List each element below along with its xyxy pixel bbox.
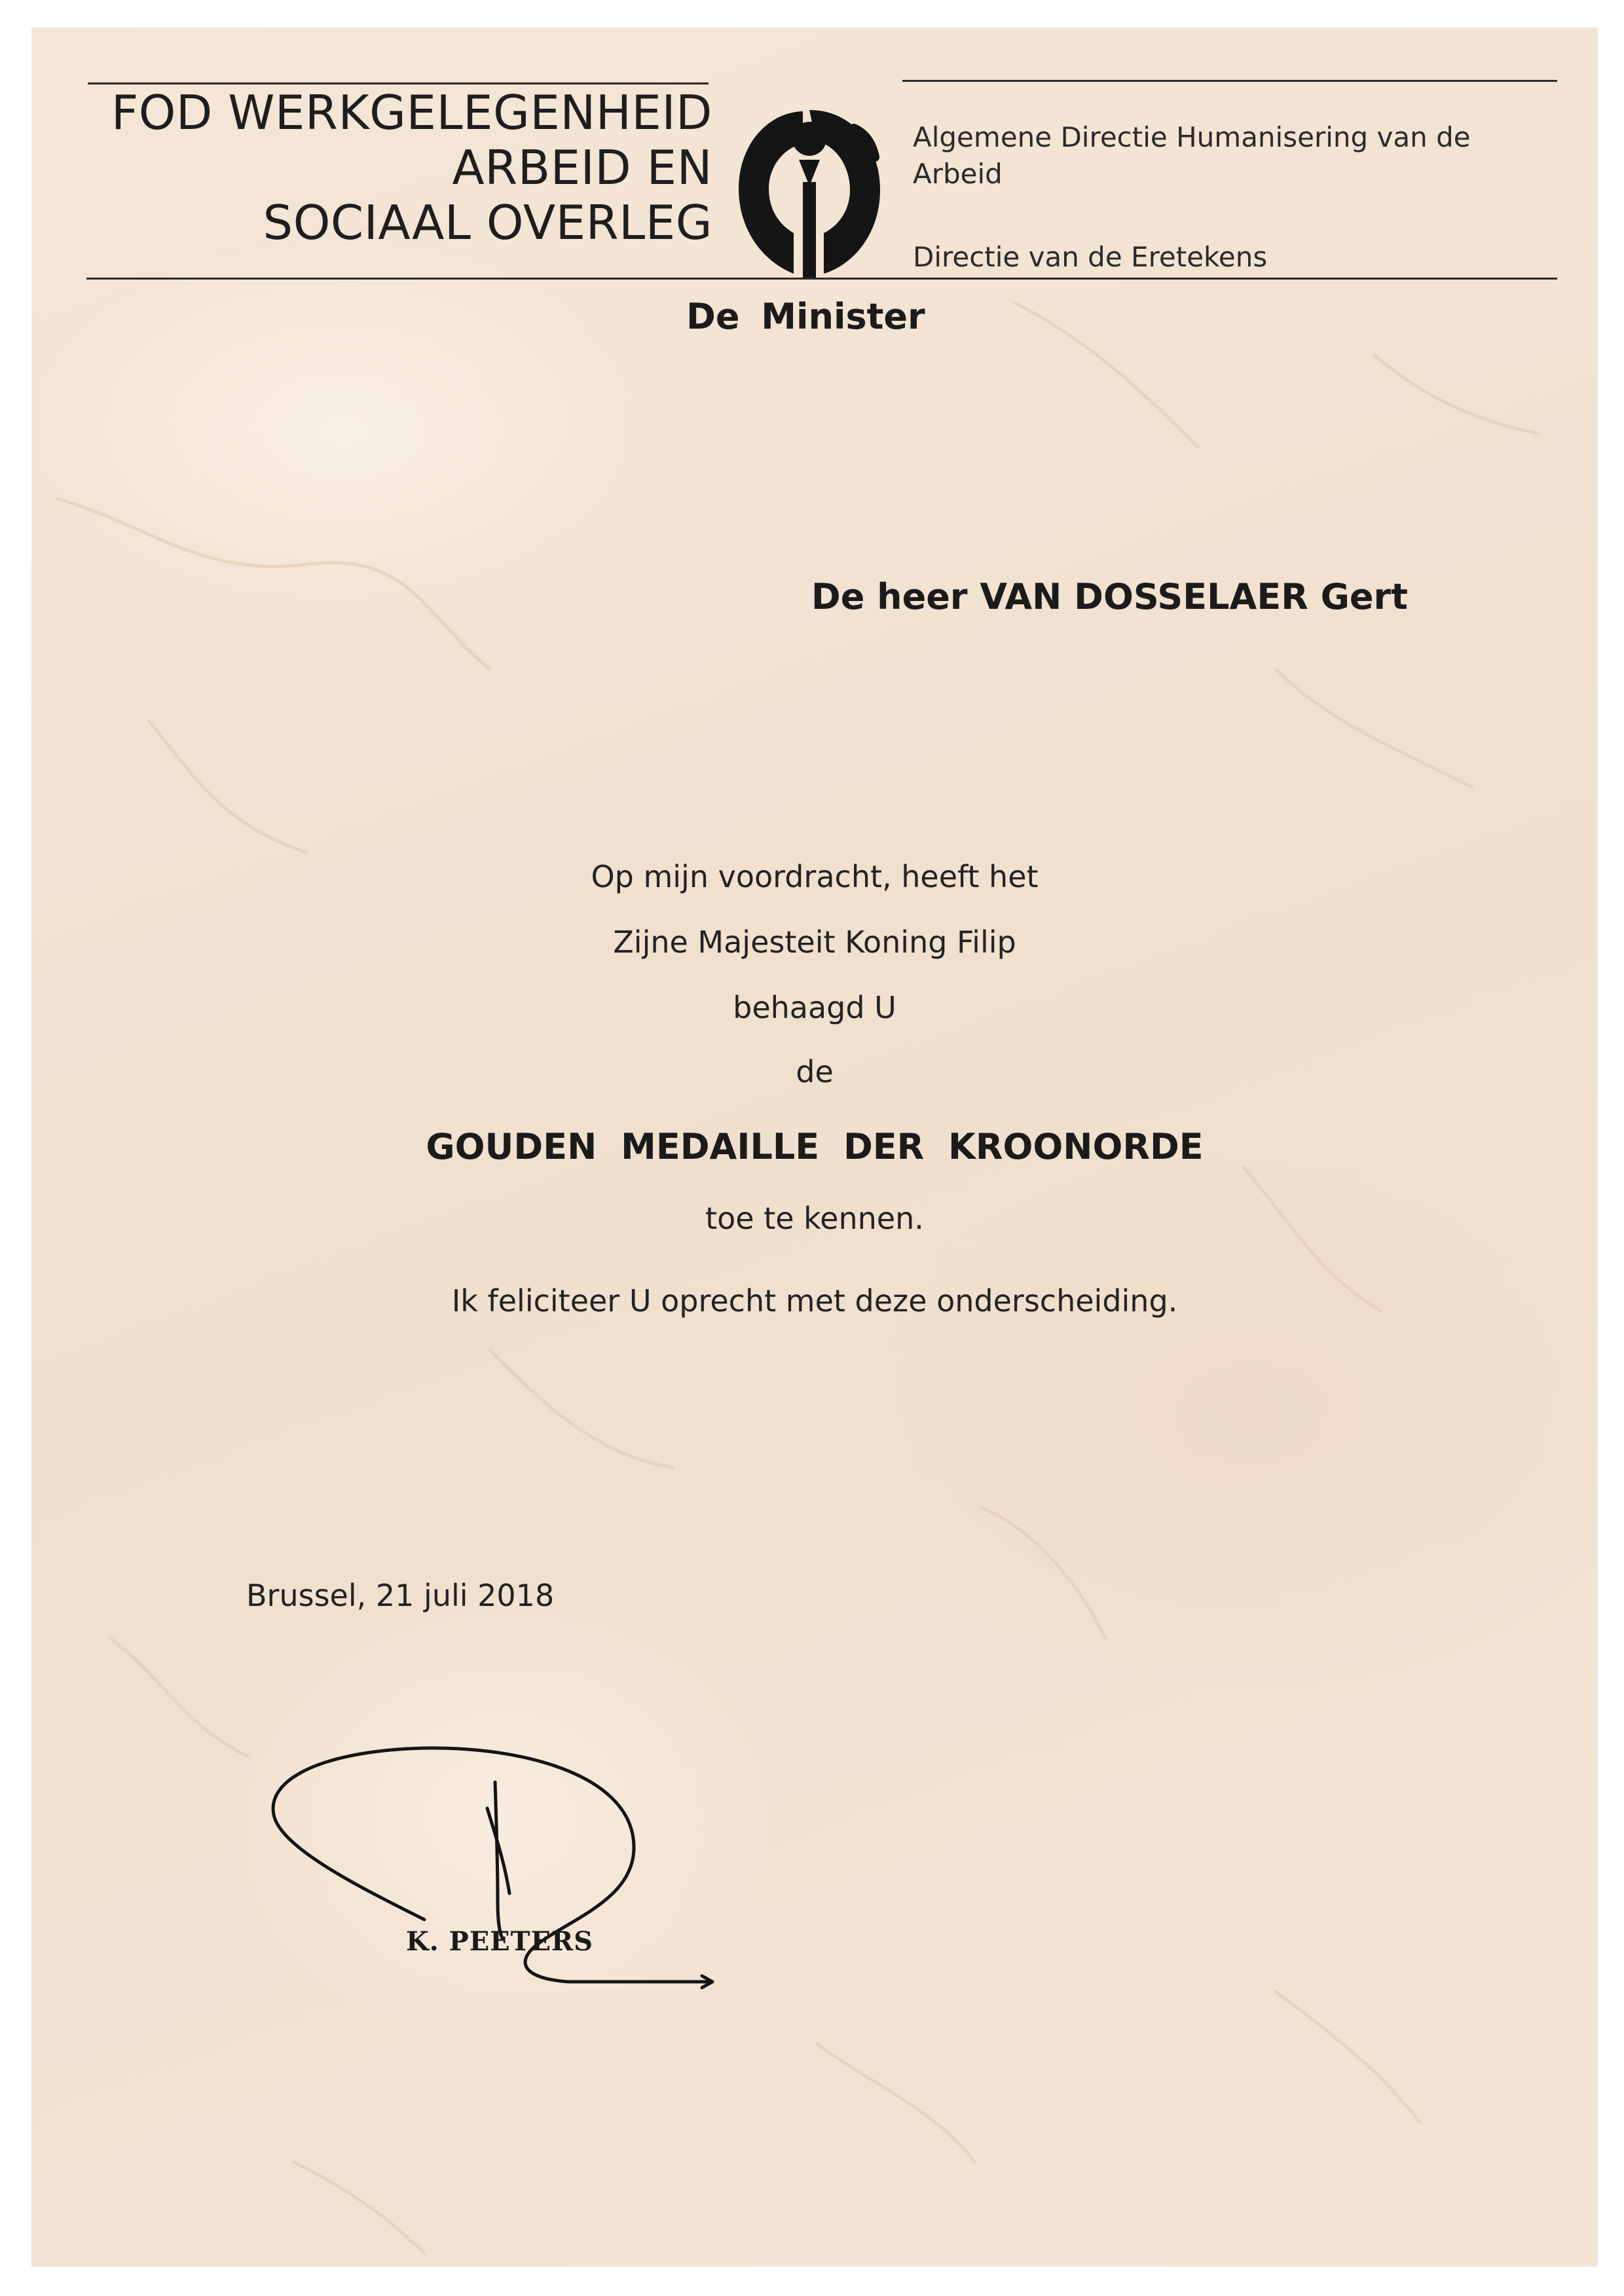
body-line-2: Zijne Majesteit Koning Filip <box>613 924 1016 960</box>
body-line-5: toe te kennen. <box>705 1201 924 1236</box>
body-line-6: Ik feliciteer U oprecht met deze onderscheiding. <box>451 1283 1178 1319</box>
directie-name: Directie van de Eretekens <box>913 241 1268 273</box>
signatory-name: K. PEETERS <box>406 1926 594 1957</box>
org-name-line-2: ARBEID EN <box>452 140 712 195</box>
medal-title: GOUDEN MEDAILLE DER KROONORDE <box>426 1126 1204 1167</box>
body-line-3: behaagd U <box>733 990 896 1025</box>
org-name-line-3: SOCIAAL OVERLEG <box>263 195 712 250</box>
header-rule-top-right <box>902 80 1557 82</box>
department-name: Algemene Directie Humanisering van de Arbeid <box>913 121 1471 190</box>
handwritten-signature <box>228 1704 752 2005</box>
minister-title: De Minister <box>686 296 925 337</box>
body-line-4: de <box>796 1054 834 1089</box>
fod-logo-icon <box>726 105 891 278</box>
header-rule-top-left <box>88 82 709 84</box>
place-date: Brussel, 21 juli 2018 <box>246 1578 555 1613</box>
organization-name <box>97 85 712 250</box>
body-line-1: Op mijn voordracht, heeft het <box>591 859 1039 894</box>
header-rule-bottom <box>86 278 1557 280</box>
recipient-name: De heer VAN DOSSELAER Gert <box>811 576 1408 617</box>
certificate-sheet <box>31 27 1598 2267</box>
org-name-line-1: FOD WERKGELEGENHEID <box>111 85 712 140</box>
